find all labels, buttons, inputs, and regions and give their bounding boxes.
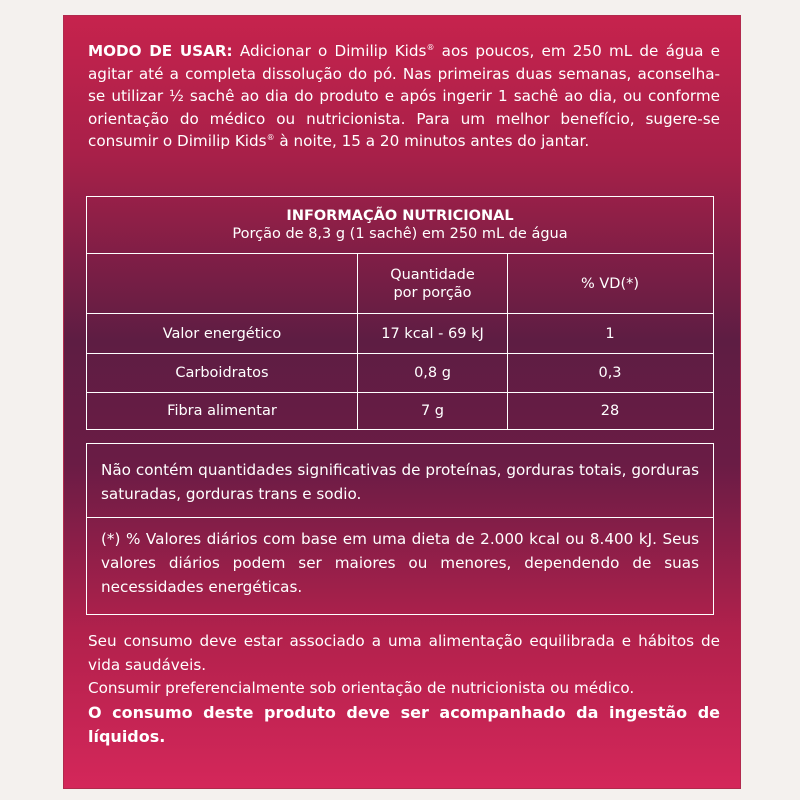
liquid-intake-warning: O consumo deste produto deve ser acompanhado da ingestão de líquidos. bbox=[88, 702, 720, 746]
nutrition-table bbox=[86, 196, 714, 430]
notes-divider bbox=[87, 517, 713, 518]
nutrient-name: Carboidratos bbox=[175, 365, 269, 381]
consumption-advice bbox=[88, 630, 720, 749]
nutrition-notes-box bbox=[86, 443, 714, 615]
column-header-vd: % VD(*) bbox=[507, 254, 712, 313]
nutrient-name: Fibra alimentar bbox=[167, 403, 277, 419]
nutrition-column-header-row bbox=[87, 253, 713, 313]
usage-heading: MODO DE USAR: bbox=[88, 42, 233, 60]
no-significant-amounts-note: Não contém quantidades significativas de proteínas, gorduras totais, gorduras saturadas, gorduras trans e sodio. bbox=[101, 461, 699, 503]
usage-instructions bbox=[88, 40, 720, 153]
column-header-blank bbox=[87, 254, 357, 313]
balanced-diet-note: Seu consumo deve estar associado a uma alimentação equilibrada e hábitos de vida saudáveis. bbox=[88, 632, 720, 674]
nutrient-quantity: 0,8 g bbox=[357, 354, 507, 392]
table-row bbox=[87, 313, 713, 353]
nutrition-title: INFORMAÇÃO NUTRICIONAL bbox=[286, 208, 514, 224]
nutrient-quantity: 17 kcal - 69 kJ bbox=[357, 314, 507, 353]
usage-text-part3: à noite, 15 a 20 minutos antes do jantar. bbox=[274, 132, 590, 150]
column-header-quantity bbox=[357, 254, 507, 313]
table-row bbox=[87, 353, 713, 392]
nutrient-vd: 1 bbox=[507, 314, 712, 353]
professional-guidance-note: Consumir preferencialmente sob orientação de nutricionista ou médico. bbox=[88, 679, 635, 697]
column-header-quantity-line2: por porção bbox=[393, 284, 472, 301]
column-header-quantity-line1: Quantidade bbox=[390, 266, 475, 283]
registered-mark-2: ® bbox=[266, 132, 275, 142]
registered-mark-1: ® bbox=[426, 42, 435, 52]
nutrition-table-header bbox=[87, 197, 713, 253]
table-row bbox=[87, 392, 713, 429]
usage-text-part2: aos poucos, em 250 mL de água e agitar até a completa dissolução do pó. Nas primeiras duas semanas, aconselha-se utilizar ½ sachê ao dia do produto e após ingerir 1 sachê ao dia, ou conforme orientação do médico ou nutricionista. Para um melhor benefício, sugere-se consumir o Dimilip Kids bbox=[88, 42, 721, 150]
nutrient-quantity: 7 g bbox=[357, 393, 507, 429]
nutrient-vd: 28 bbox=[507, 393, 712, 429]
daily-values-note: (*) % Valores diários com base em uma dieta de 2.000 kcal ou 8.400 kJ. Seus valores diários podem ser maiores ou menores, dependendo de suas necessidades energéticas. bbox=[101, 530, 699, 596]
nutrition-portion: Porção de 8,3 g (1 sachê) em 250 mL de água bbox=[232, 226, 568, 242]
nutrient-vd: 0,3 bbox=[507, 354, 712, 392]
usage-text-part1: Adicionar o Dimilip Kids bbox=[239, 42, 427, 60]
nutrient-name: Valor energético bbox=[162, 325, 282, 342]
